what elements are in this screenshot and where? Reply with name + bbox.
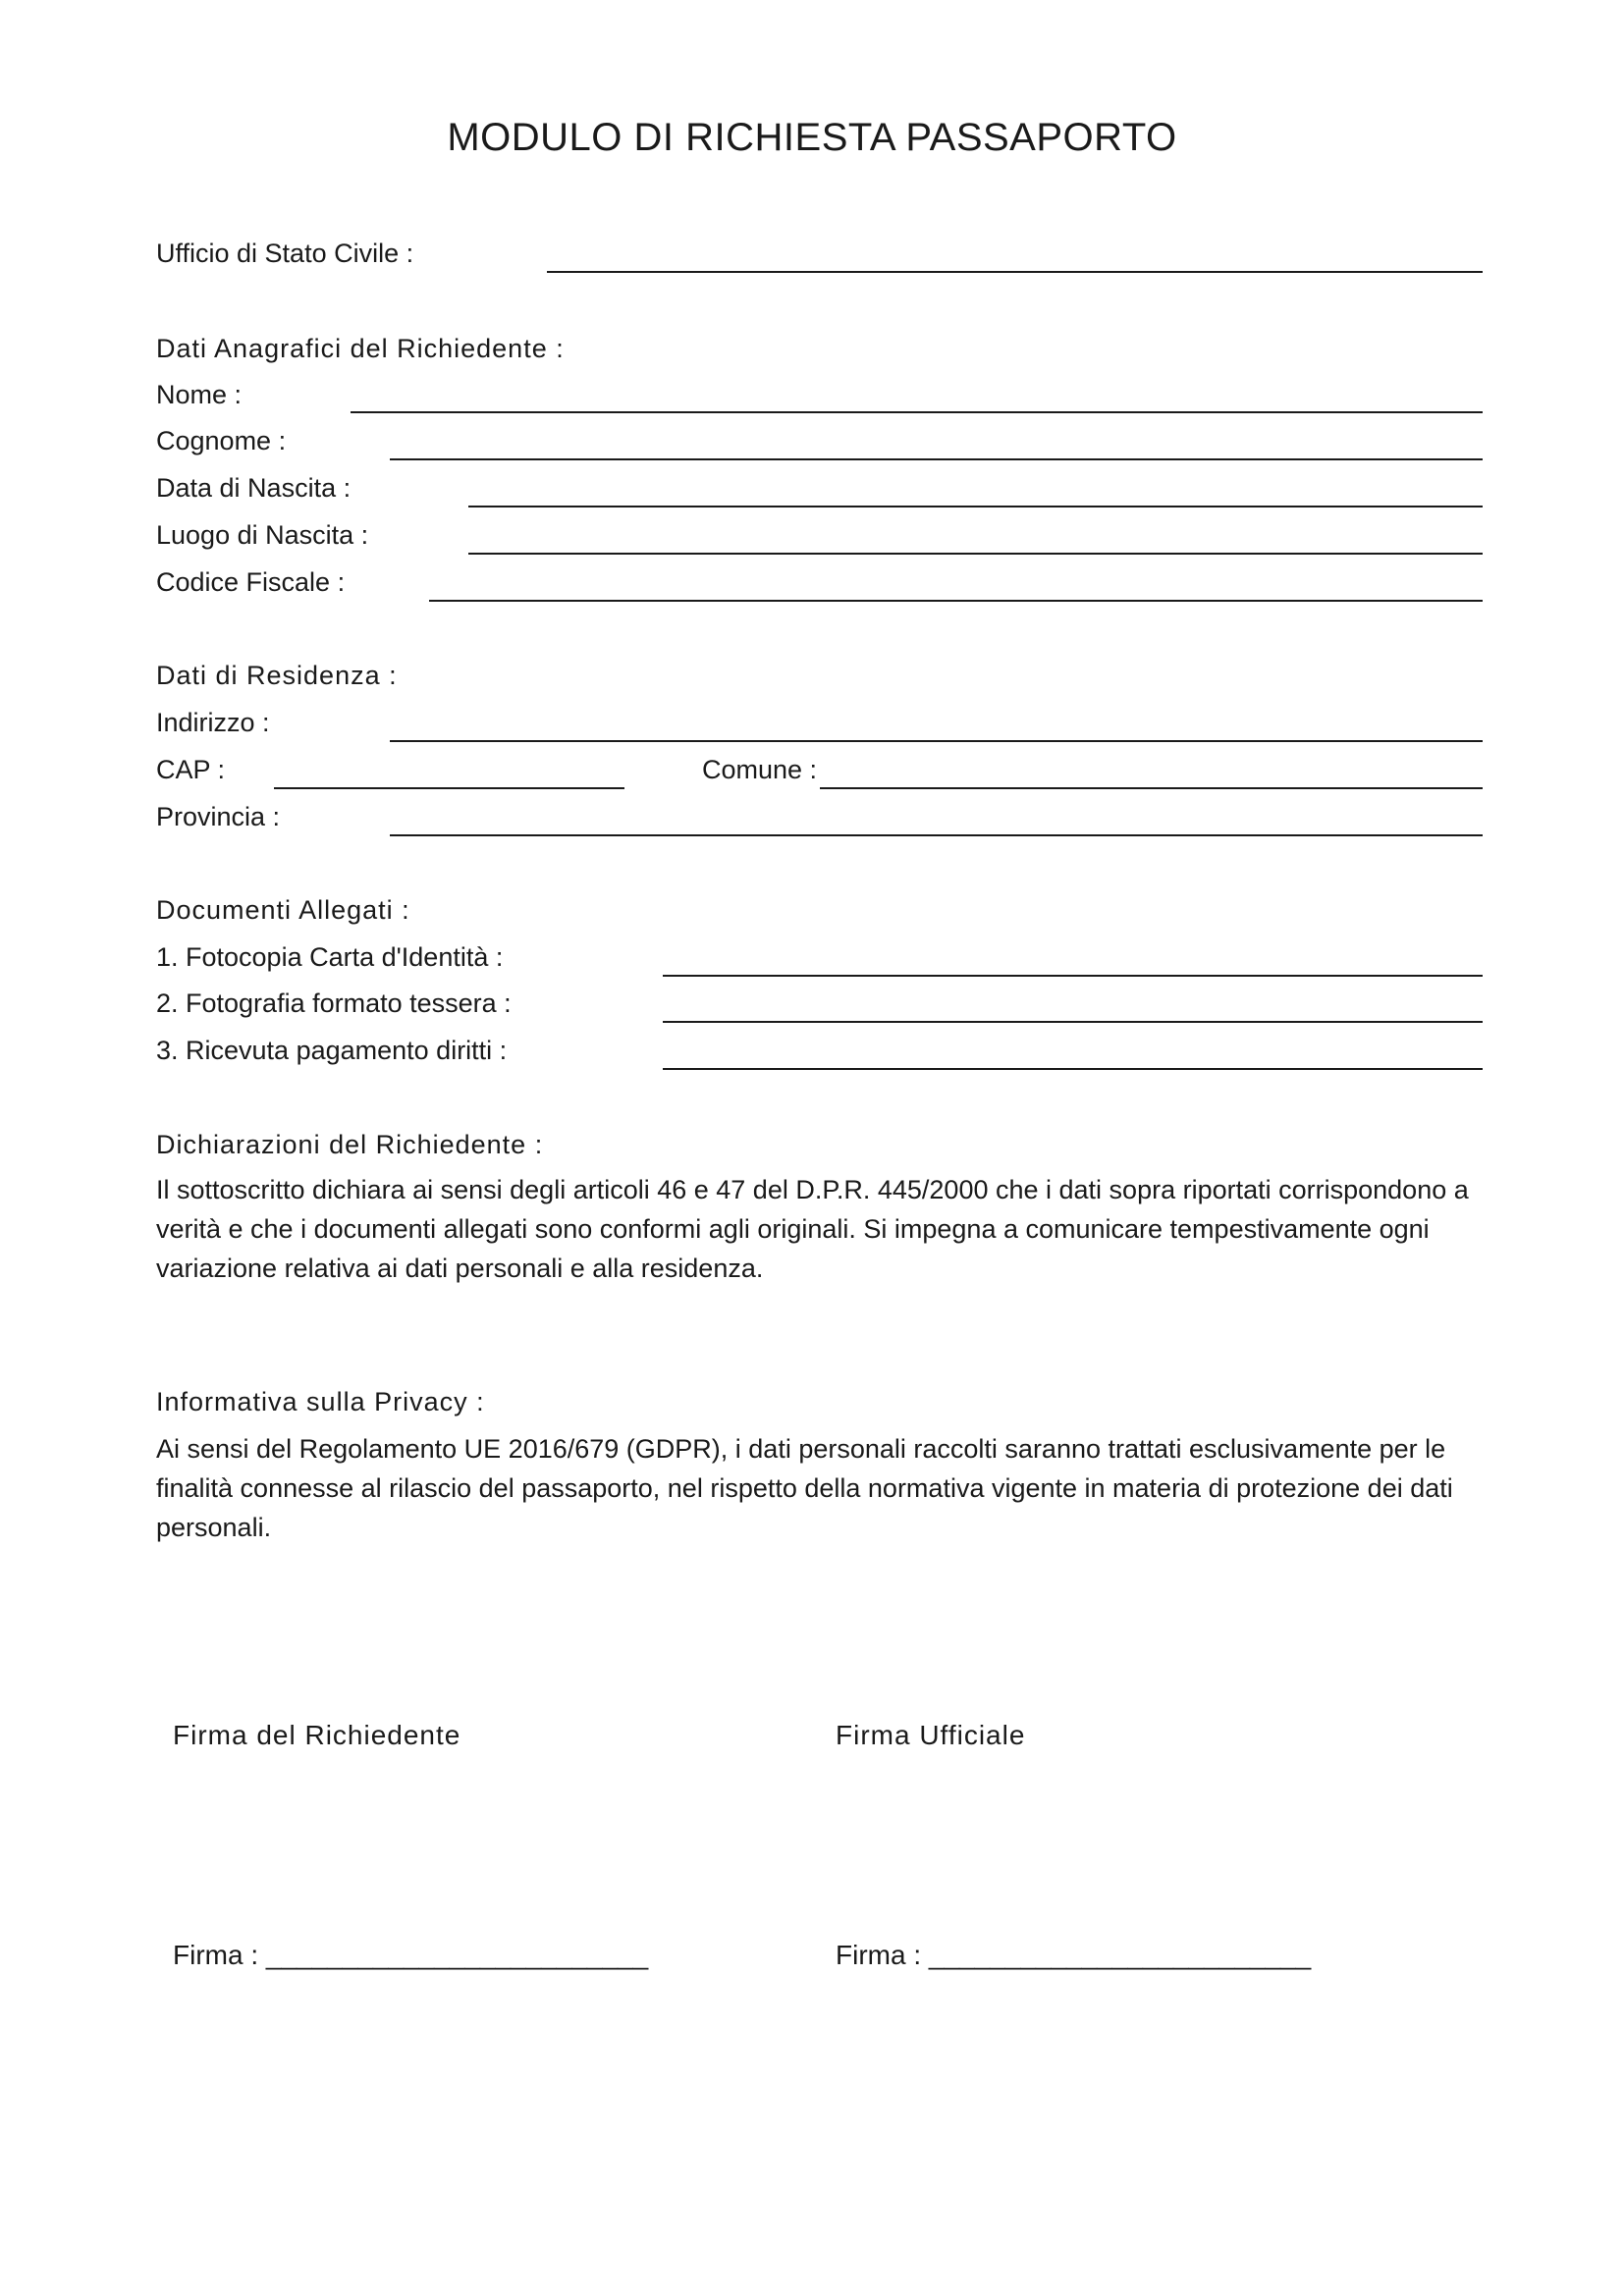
cap-field[interactable] xyxy=(274,787,624,789)
dichiarazioni-text: Il sottoscritto dichiara ai sensi degli articoli 46 e 47 del D.P.R. 445/2000 che i dati sopra riportati corrispondono a verità e che i documenti allegati sono conformi agli originali. Si impegna a comunicare tempestivamente ogni variazione relativa ai dati personali e alla residenza. xyxy=(156,1175,1469,1283)
documento-2-label: 2. Fotografia formato tessera : xyxy=(156,988,512,1018)
provincia-field[interactable] xyxy=(390,834,1483,836)
codice-fiscale-field[interactable] xyxy=(429,600,1483,602)
firma-richiedente-heading: Firma del Richiedente xyxy=(173,1720,461,1750)
documenti-heading: Documenti Allegati : xyxy=(156,895,410,925)
luogo-nascita-label: Luogo di Nascita : xyxy=(156,520,369,550)
residenza-heading: Dati di Residenza : xyxy=(156,661,398,690)
data-nascita-label: Data di Nascita : xyxy=(156,473,352,503)
codice-fiscale-label: Codice Fiscale : xyxy=(156,567,346,597)
ufficio-field[interactable] xyxy=(547,271,1483,273)
cognome-field[interactable] xyxy=(390,458,1483,460)
documento-3-label: 3. Ricevuta pagamento diritti : xyxy=(156,1036,508,1065)
indirizzo-field[interactable] xyxy=(390,740,1483,742)
documento-2-field[interactable] xyxy=(663,1021,1483,1023)
firma-ufficiale-heading: Firma Ufficiale xyxy=(836,1720,1026,1750)
documento-3-field[interactable] xyxy=(663,1068,1483,1070)
anagrafici-heading: Dati Anagrafici del Richiedente : xyxy=(156,334,565,363)
dichiarazioni-heading: Dichiarazioni del Richiedente : xyxy=(156,1130,544,1159)
cap-label: CAP : xyxy=(156,755,226,784)
nome-field[interactable] xyxy=(351,411,1483,413)
comune-label: Comune : xyxy=(702,755,818,784)
ufficio-label: Ufficio di Stato Civile : xyxy=(156,239,414,268)
documento-1-label: 1. Fotocopia Carta d'Identità : xyxy=(156,942,504,972)
firma-ufficiale-field[interactable]: Firma : _________________________ xyxy=(836,1940,1312,1970)
comune-field[interactable] xyxy=(820,787,1483,789)
privacy-text: Ai sensi del Regolamento UE 2016/679 (GDPR), i dati personali raccolti saranno trattati esclusivamente per le finalità connesse al rilascio del passaporto, nel rispetto della normativa vigente in materia di protezione dei dati personali. xyxy=(156,1434,1453,1542)
privacy-heading: Informativa sulla Privacy : xyxy=(156,1387,485,1416)
cognome-label: Cognome : xyxy=(156,426,287,455)
luogo-nascita-field[interactable] xyxy=(468,553,1483,555)
form-title: MODULO DI RICHIESTA PASSAPORTO xyxy=(447,116,1177,159)
documento-1-field[interactable] xyxy=(663,975,1483,977)
data-nascita-field[interactable] xyxy=(468,506,1483,507)
firma-richiedente-field[interactable]: Firma : _________________________ xyxy=(173,1940,649,1970)
indirizzo-label: Indirizzo : xyxy=(156,708,270,737)
nome-label: Nome : xyxy=(156,380,243,409)
provincia-label: Provincia : xyxy=(156,802,281,831)
